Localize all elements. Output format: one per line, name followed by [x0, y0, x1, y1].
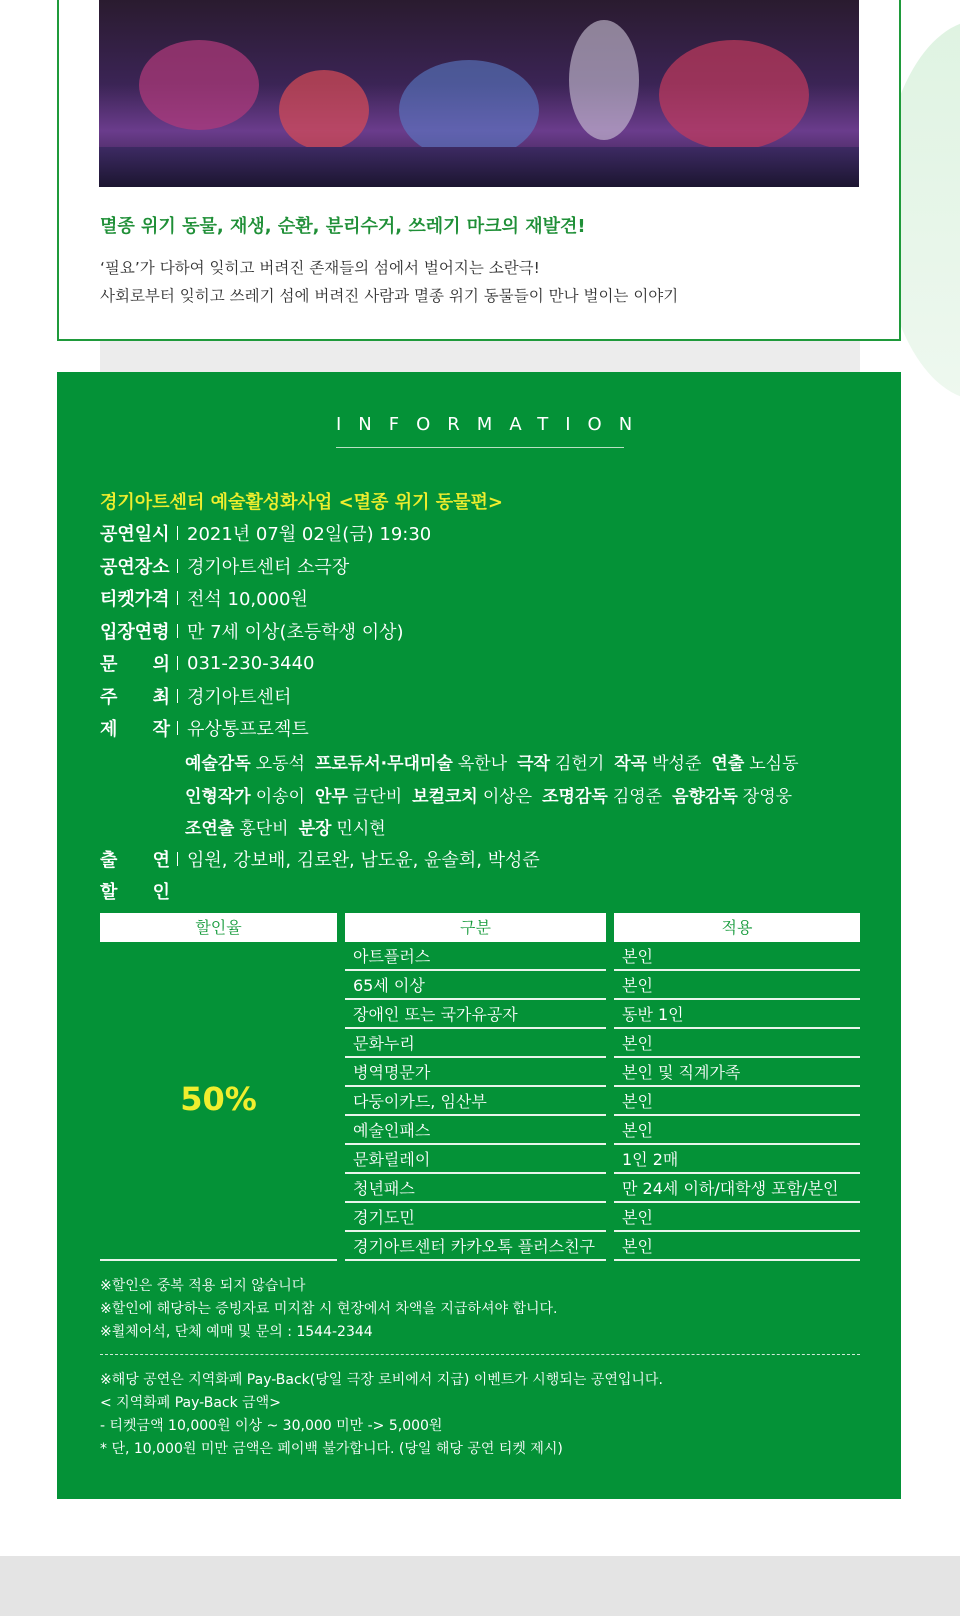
credits-line	[185, 746, 799, 776]
heading-underline	[336, 447, 624, 448]
payback-note: - 티켓금액 10,000원 이상 ~ 30,000 미만 -> 5,000원	[100, 1418, 443, 1434]
info-label	[100, 878, 170, 904]
info-value: 031-230-3440	[187, 652, 315, 674]
credit-role: 프로듀서·무대미술	[314, 753, 453, 774]
table-cell-category: 예술인패스	[345, 1117, 606, 1145]
credit-role: 조연출	[185, 818, 235, 839]
divider	[177, 852, 178, 866]
credit-name: 이상은	[482, 786, 533, 807]
discount-rate: 50%	[180, 1080, 257, 1118]
info-row-date	[100, 518, 431, 548]
label-char: 의	[152, 654, 170, 675]
credit-name: 이송이	[255, 786, 305, 807]
table-cell-category: 다둥이카드, 임산부	[345, 1088, 606, 1116]
stage-prop	[659, 40, 809, 150]
credit-name: 홍단비	[239, 818, 289, 839]
table-cell-category: 아트플러스	[345, 943, 606, 971]
info-row-price	[100, 583, 308, 613]
info-row-discount	[100, 876, 170, 906]
label-char: 제	[100, 719, 118, 740]
info-row-cast	[100, 844, 540, 874]
stage-prop	[139, 40, 259, 130]
credit-role: 음향감독	[672, 786, 738, 807]
divider	[177, 721, 178, 735]
program-title: 경기아트센터 예술활성화사업 <멸종 위기 동물편>	[100, 492, 503, 513]
info-row-host	[100, 681, 291, 711]
table-cell-apply: 본인	[614, 1204, 860, 1232]
info-row-age	[100, 616, 404, 646]
info-label: 입장연령	[100, 622, 170, 643]
table-cell-apply: 동반 1인	[614, 1001, 860, 1029]
label-char: 문	[100, 654, 118, 675]
credit-name: 장영웅	[742, 786, 793, 807]
table-header-rate: 할인율	[100, 913, 337, 942]
table-cell-apply: 만 24세 이하/대학생 포함/본인	[614, 1175, 860, 1203]
table-cell-category: 65세 이상	[345, 972, 606, 1000]
table-cell-apply: 본인	[614, 1233, 860, 1261]
label-char: 최	[152, 687, 170, 708]
credit-role: 분장	[298, 818, 332, 839]
info-value: 경기아트센터 소극장	[187, 557, 350, 578]
divider	[177, 656, 178, 670]
info-label	[100, 683, 170, 709]
info-row-venue	[100, 551, 349, 581]
divider	[177, 559, 178, 573]
info-value: 임원, 강보배, 김로완, 남도윤, 윤솔희, 박성준	[187, 850, 540, 871]
stage-prop	[279, 70, 369, 150]
info-value: 경기아트센터	[187, 687, 292, 708]
info-row-production	[100, 713, 309, 743]
credit-role: 극작	[517, 753, 550, 774]
payback-note: < 지역화폐 Pay-Back 금액>	[100, 1395, 281, 1411]
info-label: 공연장소	[100, 557, 170, 578]
stage-prop	[399, 60, 539, 160]
credit-name: 박성준	[652, 753, 702, 774]
page-footer	[0, 1556, 960, 1616]
intro-desc-line: 사회로부터 잊히고 쓰레기 섬에 버려진 사람과 멸종 위기 동물들이 만나 벌이는 이야기	[100, 287, 679, 305]
performer	[569, 20, 639, 140]
credit-role: 작곡	[614, 753, 648, 774]
credit-role: 인형작가	[185, 786, 251, 807]
stage-floor	[99, 147, 859, 187]
credits-line	[185, 811, 386, 841]
table-cell-apply: 본인 및 직계가족	[614, 1059, 860, 1087]
credit-name: 옥한나	[457, 753, 508, 774]
info-value: 2021년 07월 02일(금) 19:30	[187, 524, 432, 545]
table-cell-category: 장애인 또는 국가유공자	[345, 1001, 606, 1029]
label-char: 인	[152, 882, 170, 903]
divider	[177, 689, 178, 703]
credits-line	[185, 779, 792, 809]
info-label: 공연일시	[100, 524, 170, 545]
table-cell-category: 경기도민	[345, 1204, 606, 1232]
info-label: 티켓가격	[100, 589, 170, 610]
table-header-apply: 적용	[614, 913, 860, 942]
table-cell-apply: 본인	[614, 1088, 860, 1116]
information-heading: INFORMATION	[336, 414, 650, 435]
note-line: ※휠체어석, 단체 예매 및 문의 : 1544-2344	[100, 1324, 373, 1340]
label-char: 연	[152, 850, 170, 871]
credit-role: 안무	[314, 786, 348, 807]
table-cell-category: 청년패스	[345, 1175, 606, 1203]
intro-desc-line: ‘필요’가 다하여 잊히고 버려진 존재들의 섬에서 벌어지는 소란극!	[100, 259, 540, 277]
credit-role: 연출	[711, 753, 745, 774]
note-line: ※할인은 중복 적용 되지 않습니다	[100, 1278, 306, 1294]
table-cell-apply: 1인 2매	[614, 1146, 860, 1174]
credit-name: 노심동	[749, 753, 799, 774]
divider	[177, 624, 178, 638]
label-char: 출	[100, 850, 118, 871]
info-value: 만 7세 이상(초등학생 이상)	[187, 622, 404, 643]
table-cell-apply: 본인	[614, 972, 860, 1000]
credit-role: 조명감독	[542, 786, 608, 807]
table-cell-category: 병역명문가	[345, 1059, 606, 1087]
table-cell-apply: 본인	[614, 943, 860, 971]
table-cell-apply: 본인	[614, 1117, 860, 1145]
info-label	[100, 650, 170, 676]
note-line: ※할인에 해당하는 증빙자료 미지참 시 현장에서 차액을 지급하셔야 합니다.	[100, 1301, 558, 1317]
credit-name: 김영준	[612, 786, 663, 807]
table-cell-category: 경기아트센터 카카오톡 플러스친구	[345, 1233, 606, 1261]
table-cell-apply: 본인	[614, 1030, 860, 1058]
intro-title: 멸종 위기 동물, 재생, 순환, 분리수거, 쓰레기 마크의 재발견!	[100, 216, 586, 237]
credit-name: 김헌기	[554, 753, 605, 774]
label-char: 할	[100, 882, 118, 903]
table-cell-category: 문화릴레이	[345, 1146, 606, 1174]
performance-photo	[99, 0, 859, 187]
divider	[177, 526, 178, 540]
info-value: 전석 10,000원	[187, 589, 308, 610]
intro-description	[100, 254, 678, 310]
payback-note: * 단, 10,000원 미만 금액은 페이백 불가합니다. (당일 해당 공연 티켓 제시)	[100, 1441, 563, 1457]
divider	[177, 591, 178, 605]
credit-name: 오동석	[255, 753, 305, 774]
info-value: 유상통프로젝트	[187, 719, 309, 740]
info-row-contact	[100, 648, 315, 678]
payback-note: ※해당 공연은 지역화폐 Pay-Back(당일 극장 로비에서 지급) 이벤트가 시행되는 공연입니다.	[100, 1372, 663, 1388]
table-header-category: 구분	[345, 913, 606, 942]
credit-role: 예술감독	[185, 753, 251, 774]
credit-role: 보컬코치	[412, 786, 478, 807]
info-label	[100, 846, 170, 872]
credit-name: 민시현	[336, 818, 386, 839]
dotted-divider	[100, 1354, 860, 1355]
credit-name: 금단비	[352, 786, 403, 807]
table-cell-category: 문화누리	[345, 1030, 606, 1058]
label-char: 작	[152, 719, 170, 740]
label-char: 주	[100, 687, 118, 708]
info-label	[100, 715, 170, 741]
